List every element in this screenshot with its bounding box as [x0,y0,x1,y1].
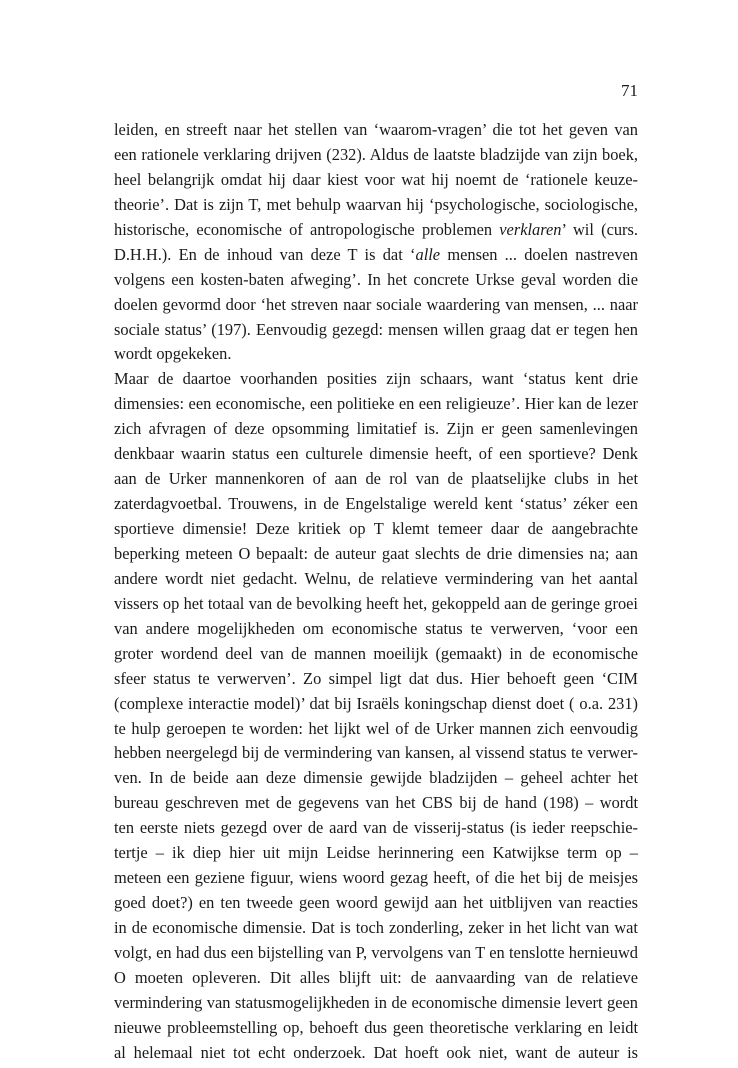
text-segment: volgens een kosten-baten afweging’. In het concrete Urkse geval worden die [114,269,638,289]
text-segment: sociale status’ (197). Eenvoudig gezegd: mensen willen graag dat er tegen hen [114,319,638,339]
text-segment: vissers op het totaal van de bevolking heeft het, gekoppeld aan de geringe groei [114,593,638,613]
text-line [114,268,638,293]
text-segment: volgt, en had dus een bijstelling van P, vervolgens van T en tenslotte hernieuwd [114,942,638,962]
text-line [114,342,638,367]
text-line [114,766,638,791]
text-line [114,218,638,243]
text-segment: een rationele verklaring drijven (232). Aldus de laatste bladzijde van zijn boek, [114,144,638,164]
text-line [114,617,638,642]
text-segment: ten eerste niets gezegd over de aard van de visserij-status (is ieder reepschie- [114,818,638,838]
text-segment: aan de Urker mannenkoren of aan de rol van de plaatselijke clubs in het [114,469,638,489]
text-segment: te hulp geroepen te worden: het lijkt wel of de Urker mannen zich eenvoudig [114,718,638,738]
text-line [114,542,638,567]
text-line [114,467,638,492]
text-line [114,866,638,891]
text-segment: doelen gevormd door ‘het streven naar sociale waardering van mensen, ... naar [114,294,638,314]
text-line [114,966,638,991]
text-segment: meteen een geziene figuur, wiens woord gezag heeft, of die het bij de meisjes [114,868,638,888]
text-segment: zich afvragen of deze opsomming limitatief is. Zijn er geen samenlevingen [114,419,638,439]
text-line [114,367,638,392]
text-segment: zaterdagvoetbal. Trouwens, in de Engelstalige wereld kent ‘status’ zéker een [114,494,638,514]
text-segment: O moeten opleveren. Dit alles blijft uit: de aanvaarding van de relatieve [114,967,638,987]
text-segment: historische, economische of antropologische problemen [114,219,500,239]
text-line [114,243,638,268]
text-segment: (complexe interactie model)’ dat bij Israëls koningschap dienst doet ( o.a. 231) [114,693,638,713]
text-segment: beperking meteen O bepaalt: de auteur gaat slechts de drie dimensies na; aan [114,543,638,563]
text-segment: al helemaal niet tot echt onderzoek. Dat hoeft ook niet, want de auteur is [114,1042,638,1062]
text-line [114,118,638,143]
text-segment: sportieve dimensie! Deze kritiek op T klemt temeer daar de aangebrachte [114,519,638,538]
text-segment: vermindering van statusmogelijkheden in de economische dimensie levert geen [114,992,638,1012]
text-line [114,193,638,218]
italic-segment: verklaren [499,219,562,239]
text-line [114,168,638,193]
text-line [114,741,638,766]
text-segment: goed doet?) en ten tweede geen woord gewijd aan het uitblijven van reacties [114,893,638,913]
text-segment: leiden, en streeft naar het stellen van ‘waarom-vragen’ die tot het geven van [114,120,638,139]
text-line [114,417,638,442]
text-line [114,143,638,168]
text-line [114,293,638,318]
text-line [114,567,638,592]
text-segment: bureau geschreven met de gegevens van het CBS bij de hand (198) – wordt [114,793,638,813]
text-segment: theorie’. Dat is zijn T, met behulp waarvan hij ‘psychologische, sociologische, [114,194,638,214]
text-line [114,891,638,916]
text-line [114,667,638,692]
text-segment: sfeer status te verwerven’. Zo simpel ligt dat dus. Hier behoeft geen ‘CIM [114,668,638,688]
text-segment: wordt opgekeken. [114,344,232,364]
text-line [114,442,638,467]
text-line [114,318,638,343]
text-segment: mensen ... doelen nastreven [440,244,638,264]
text-line [114,392,638,417]
text-line [114,916,638,941]
text-segment: D.H.H.). En de inhoud van deze T is dat ‘ [114,244,416,264]
text-line [114,692,638,717]
text-line [114,941,638,966]
text-segment: hebben neergelegd bij de vermindering van kansen, al vissend status te verwer- [114,743,638,763]
text-segment: groter wordend deel van de mannen moeilijk (gemaakt) in de economische [114,643,638,663]
text-segment: in de economische dimensie. Dat is toch zonderling, zeker in het licht van wat [114,918,638,937]
text-segment: nieuwe probleemstelling op, behoeft dus geen theoretische verklaring en leidt [114,1017,638,1037]
text-segment: van andere mogelijkheden om economische status te verwerven, ‘voor een [114,618,638,638]
text-segment: denkbaar waarin status een culturele dimensie heeft, of een sportieve? Denk [114,444,638,464]
page-number: 71 [621,81,638,100]
text-line [114,492,638,517]
text-line [114,991,638,1016]
text-line [114,816,638,841]
text-line [114,1016,638,1041]
text-line [114,717,638,742]
body-text [114,118,638,1066]
text-segment: andere wordt niet gedacht. Welnu, de relatieve vermindering van het aantal [114,568,638,588]
text-segment: Maar de daartoe voorhanden posities zijn schaars, want ‘status kent drie [114,369,638,389]
text-line [114,592,638,617]
text-segment: ven. In de beide aan deze dimensie gewijde bladzijden – geheel achter het [114,768,638,788]
text-line [114,841,638,866]
italic-segment: alle [415,244,441,264]
text-line [114,791,638,816]
text-line [114,1041,638,1066]
text-segment: ’ wil (curs. [561,219,638,239]
text-segment: heel belangrijk omdat hij daar kiest voor wat hij noemt de ‘rationele keuze- [114,169,638,189]
text-line [114,642,638,667]
text-line [114,517,638,542]
text-segment: dimensies: een economische, een politieke en een religieuze’. Hier kan de lezer [114,394,638,414]
text-segment: tertje – ik diep hier uit mijn Leidse herinnering een Katwijkse term op – [114,843,638,863]
